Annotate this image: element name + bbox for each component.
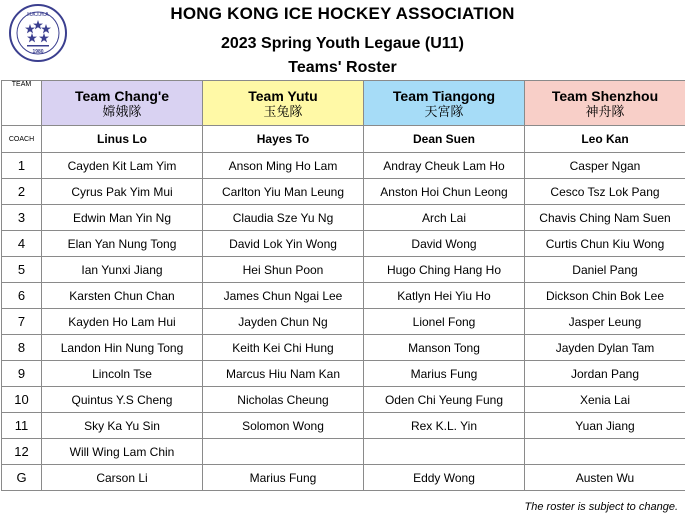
coach-name: Dean Suen [364, 126, 525, 153]
player-name: Eddy Wong [364, 465, 525, 491]
player-name: Landon Hin Nung Tong [42, 335, 203, 361]
jersey-slot: 2 [2, 179, 42, 205]
player-name: Nicholas Cheung [203, 387, 364, 413]
player-name: Austen Wu [525, 465, 685, 491]
player-name: Carson Li [42, 465, 203, 491]
player-name: Manson Tong [364, 335, 525, 361]
table-row [2, 153, 685, 179]
player-name: Anson Ming Ho Lam [203, 153, 364, 179]
jersey-slot: 10 [2, 387, 42, 413]
table-row [2, 179, 685, 205]
table-row [2, 439, 685, 465]
association-title: HONG KONG ICE HOCKEY ASSOCIATION [170, 4, 515, 23]
table-row [2, 283, 685, 309]
player-name: Katlyn Hei Yiu Ho [364, 283, 525, 309]
team-header-yutu [203, 81, 364, 126]
player-name: Jayden Chun Ng [203, 309, 364, 335]
team-header-shenzhou [525, 81, 685, 126]
player-name [364, 439, 525, 465]
player-name: Daniel Pang [525, 257, 685, 283]
table-row [2, 205, 685, 231]
team-name: Team Shenzhou [551, 88, 659, 104]
team-label: TEAM [2, 81, 42, 126]
player-name: Cyrus Pak Yim Mui [42, 179, 203, 205]
table-row [2, 465, 685, 491]
team-name: Team Yutu [248, 88, 318, 104]
team-name: Team Chang'e [74, 88, 170, 104]
player-name: Chavis Ching Nam Suen [525, 205, 685, 231]
player-name: Rex K.L. Yin [364, 413, 525, 439]
player-name: Anston Hoi Chun Leong [364, 179, 525, 205]
team-header-row [2, 81, 685, 126]
player-name: Edwin Man Yin Ng [42, 205, 203, 231]
player-name: Marius Fung [364, 361, 525, 387]
team-name-chinese: 天宮隊 [424, 104, 464, 119]
league-title: 2023 Spring Youth Legaue (U11) [220, 35, 465, 52]
player-name: Elan Yan Nung Tong [42, 231, 203, 257]
jersey-slot: 12 [2, 439, 42, 465]
player-name: Ian Yunxi Jiang [42, 257, 203, 283]
player-name: Hugo Ching Hang Ho [364, 257, 525, 283]
player-name: Marius Fung [203, 465, 364, 491]
jersey-slot: 3 [2, 205, 42, 231]
player-name: Marcus Hiu Nam Kan [203, 361, 364, 387]
coach-name: Leo Kan [525, 126, 685, 153]
player-name [203, 439, 364, 465]
table-row [2, 413, 685, 439]
player-name: James Chun Ngai Lee [203, 283, 364, 309]
player-name: Jayden Dylan Tam [525, 335, 685, 361]
player-name: Cayden Kit Lam Yim [42, 153, 203, 179]
player-name: Andray Cheuk Lam Ho [364, 153, 525, 179]
jersey-slot: 1 [2, 153, 42, 179]
team-name-chinese: 嫦娥隊 [102, 104, 142, 119]
logo-year: 1980 [32, 49, 44, 55]
player-name: Sky Ka Yu Sin [42, 413, 203, 439]
player-name: Casper Ngan [525, 153, 685, 179]
player-name: David Wong [364, 231, 525, 257]
coach-name: Linus Lo [42, 126, 203, 153]
team-name-chinese: 玉兔隊 [263, 104, 303, 119]
player-name: Dickson Chin Bok Lee [525, 283, 685, 309]
coach-label: COACH [2, 126, 42, 153]
jersey-slot: 7 [2, 309, 42, 335]
jersey-slot: G [2, 465, 42, 491]
player-name: Jasper Leung [525, 309, 685, 335]
player-name: Oden Chi Yeung Fung [364, 387, 525, 413]
player-name: Lionel Fong [364, 309, 525, 335]
team-name-chinese: 神舟隊 [585, 104, 625, 119]
roster-footnote: The roster is subject to change. [524, 501, 678, 513]
jersey-slot: 4 [2, 231, 42, 257]
player-name: Karsten Chun Chan [42, 283, 203, 309]
player-name: Curtis Chun Kiu Wong [525, 231, 685, 257]
table-row [2, 309, 685, 335]
player-name: Claudia Sze Yu Ng [203, 205, 364, 231]
player-name: Solomon Wong [203, 413, 364, 439]
team-name: Team Tiangong [392, 88, 496, 104]
player-name: Cesco Tsz Lok Pang [525, 179, 685, 205]
player-name: Lincoln Tse [42, 361, 203, 387]
jersey-slot: 6 [2, 283, 42, 309]
table-row [2, 335, 685, 361]
jersey-slot: 8 [2, 335, 42, 361]
player-name: Kayden Ho Lam Hui [42, 309, 203, 335]
table-row [2, 231, 685, 257]
team-header-tiangong [364, 81, 525, 126]
player-name: Keith Kei Chi Hung [203, 335, 364, 361]
team-header-change [42, 81, 203, 126]
jersey-slot: 11 [2, 413, 42, 439]
player-name: Arch Lai [364, 205, 525, 231]
logo-text: H.K.I.H.A [27, 12, 49, 18]
coach-name: Hayes To [203, 126, 364, 153]
coach-row [2, 126, 685, 153]
player-name: Xenia Lai [525, 387, 685, 413]
roster-subtitle: Teams' Roster [288, 59, 397, 76]
player-name: Jordan Pang [525, 361, 685, 387]
table-row [2, 257, 685, 283]
jersey-slot: 9 [2, 361, 42, 387]
player-name: Yuan Jiang [525, 413, 685, 439]
roster-table [1, 80, 685, 491]
player-name: Carlton Yiu Man Leung [203, 179, 364, 205]
player-name: Will Wing Lam Chin [42, 439, 203, 465]
player-name [525, 439, 685, 465]
table-row [2, 361, 685, 387]
jersey-slot: 5 [2, 257, 42, 283]
table-row [2, 387, 685, 413]
player-name: David Lok Yin Wong [203, 231, 364, 257]
player-name: Hei Shun Poon [203, 257, 364, 283]
player-name: Quintus Y.S Cheng [42, 387, 203, 413]
